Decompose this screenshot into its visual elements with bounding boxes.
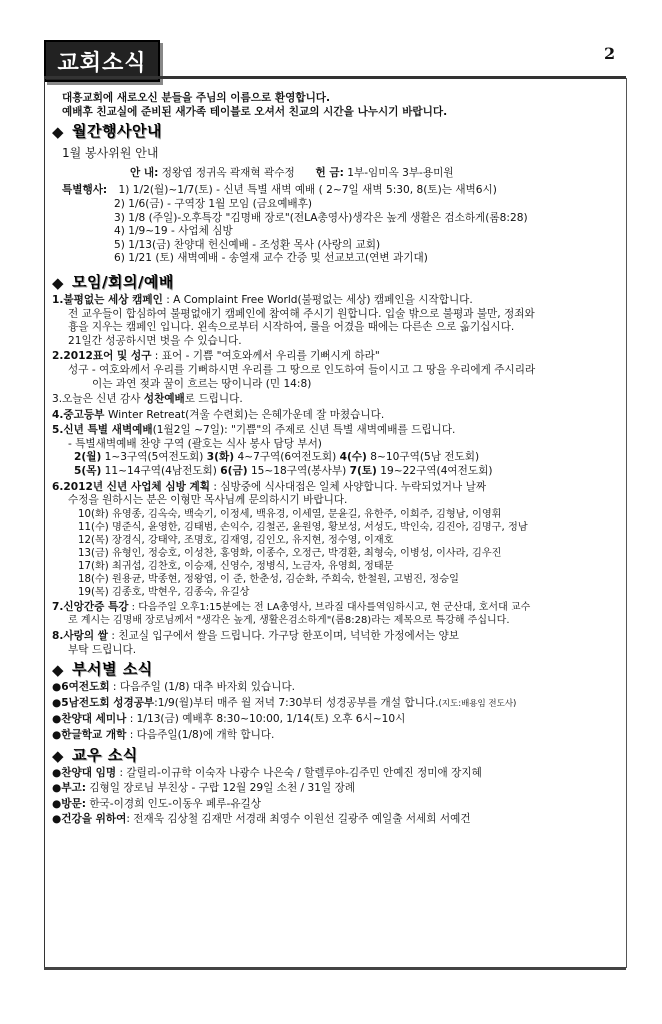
guide-value: 정왕엽 정귀옥 곽재혁 곽수정 xyxy=(161,166,295,179)
area-text: 15~18구역(봉사부) xyxy=(247,465,350,478)
news-label: ●한글학교 개학 xyxy=(52,729,127,741)
bulletin-content xyxy=(52,92,618,829)
meeting-item-2 xyxy=(52,350,618,391)
item-line: 로 계시는 김명배 장로님께서 "생각은 높게, 생활은검소하게"(롬8:28)라는 제목으로 특강해 주십니다. xyxy=(68,615,510,627)
day-label: 5(목) xyxy=(74,465,102,478)
visit-schedule-row: 11(수) 명준식, 윤영한, 김태범, 손익수, 김철곤, 윤원영, 황보성, 서성도, 박인숙, 김진아, 김명구, 정남 xyxy=(78,521,528,533)
special-item-2: 2) 1/6(금) - 구역장 1월 모임 (금요예배후) xyxy=(114,197,313,210)
worship-area-row xyxy=(52,451,618,465)
news-note: (지도:배용임 전도사) xyxy=(438,698,517,709)
left-border xyxy=(44,78,45,968)
special-item-6: 6) 1/21 (토) 새벽예배 - 송열재 교수 간증 및 선교보고(연변 과기대) xyxy=(114,252,428,265)
special-item-4: 4) 1/9~19 - 사업체 심방 xyxy=(114,225,233,238)
header-divider xyxy=(44,76,626,79)
item-text: : A Complaint Free World(불평없는 세상) 캠페인을 시작합니다. xyxy=(162,293,473,306)
section-title-departments: 부서별 소식 xyxy=(72,660,153,679)
news-label: ●건강을 위하여 xyxy=(52,813,127,826)
section-departments xyxy=(52,660,618,680)
volunteer-title: 1월 봉사위원 안내 xyxy=(62,146,159,161)
diamond-icon: ◆ xyxy=(52,661,64,680)
meeting-item-7 xyxy=(52,601,618,628)
visit-schedule-row: 13(금) 유형인, 정승호, 이성찬, 홍영화, 이종수, 오정근, 박경환, 최형숙, 이병성, 이사라, 김우진 xyxy=(78,547,502,559)
item-emphasis: 성찬예배 xyxy=(143,393,185,406)
item-line: 이는 과연 젖과 꿀이 흐르는 땅이니라 (민 14:8) xyxy=(92,377,312,390)
item-heading: 5.신년 특별 새벽예배 xyxy=(52,424,153,437)
item-line: 전 교우들이 합심하여 불평없애기 캠페인에 참여해 주시기 원합니다. 입술 밖으로 불평과 불만, 정죄와 xyxy=(68,307,535,320)
special-row-1 xyxy=(52,184,618,198)
meeting-item-8 xyxy=(52,630,618,657)
volunteer-row xyxy=(52,167,618,181)
item-text: 로 드립니다. xyxy=(184,393,243,406)
special-item-1: 1) 1/2(월)~1/7(토) - 신년 특별 새벽 예배 ( 2~7일 새벽 5:30, 8(토)는 새벽6시) xyxy=(118,184,497,197)
area-text: 1~3구역(5여전도회) xyxy=(101,451,207,464)
visit-schedule-row: 10(화) 유영종, 김옥숙, 백숙기, 이정세, 백유경, 이세열, 문윤길, 유한주, 이희주, 김형남, 이영휘 xyxy=(78,508,502,520)
item-text: : 표어 - 기쁨 "여호와께서 우리를 기뻐시게 하라" xyxy=(151,350,380,363)
member-news-item xyxy=(52,798,618,812)
special-item-3: 3) 1/8 (주일)-오후특강 "김명배 장로"(전LA총영사)생각은 높게 생활은 검소하게(롬8:28) xyxy=(114,211,528,224)
special-label: 특별행사: xyxy=(62,184,108,197)
item-heading: 7.신앙간증 특강 xyxy=(52,600,129,613)
meeting-item-5 xyxy=(52,424,618,478)
welcome-line: 대흥교회에 새로오신 분들을 주님의 이름으로 환영합니다. xyxy=(62,92,331,104)
news-label: ●5남전도회 성경공부 xyxy=(52,696,155,709)
news-text: : 전재욱 김상철 김재만 서경래 최영수 이원선 길광주 예일출 서세희 서예건 xyxy=(126,813,471,826)
section-title-alumni: 교우 소식 xyxy=(72,745,138,764)
diamond-icon: ◆ xyxy=(52,123,64,142)
area-text: 4~7구역(6여전도회) xyxy=(234,451,340,464)
news-label: ●찬양대 임명 xyxy=(52,766,117,779)
item-text: Winter Retreat(겨울 수련회)는 은혜가운데 잘 마쳤습니다. xyxy=(108,408,385,421)
news-text: : 다음주일 (1/8) 대추 바자회 있습니다. xyxy=(109,681,296,694)
item-text: (1월2일 ~7일): "기쁨"의 주제로 신년 특별 새벽예배를 드립니다. xyxy=(152,424,456,437)
item-text: : 심방중에 식사대접은 일체 사양합니다. 누락되었거나 날짜 xyxy=(209,480,487,493)
news-text: :1/9(월)부터 매주 월 저녁 7:30부터 성경공부를 개설 합니다. xyxy=(154,696,439,709)
member-news-item xyxy=(52,813,618,827)
news-text: 한국-이경희 인도-이동우 페루-유길상 xyxy=(85,797,262,810)
visit-schedule-row: 18(수) 원용균, 박종현, 정왕엽, 이 준, 한춘성, 김순화, 주희숙, 한철원, 고범진, 정승일 xyxy=(78,573,459,585)
item-line: 흉을 지우는 캠페인 입니다. 왼속으로부터 시작하여, 룰을 어겼을 때에는 다른손 으로 옮기십시다. xyxy=(68,321,515,334)
item-heading: 4.중고등부 xyxy=(52,408,109,421)
item-line: - 특별새벽예배 찬양 구역 (괄호는 식사 봉사 담당 부서) xyxy=(68,437,322,450)
meeting-item-3 xyxy=(52,393,618,407)
dept-news-item xyxy=(52,713,618,727)
special-item-5: 5) 1/13(금) 찬양대 헌신예배 - 조성환 목사 (사랑의 교회) xyxy=(114,238,381,251)
guide-label: 안 내: xyxy=(130,166,159,179)
day-label: 2(월) xyxy=(74,451,102,464)
visit-schedule-row: 17(화) 최귀섭, 김찬호, 이승재, 신영수, 정병식, 노금자, 유영희, 정태문 xyxy=(78,560,394,572)
meeting-item-1 xyxy=(52,294,618,348)
day-label: 4(수) xyxy=(339,451,367,464)
news-label: ●찬양대 세미나 xyxy=(52,713,127,726)
item-heading: 8.사랑의 쌀 xyxy=(52,630,109,643)
day-label: 7(토) xyxy=(349,465,377,478)
item-line: 21일간 성공하시면 벗을 수 있습니다. xyxy=(68,334,242,347)
page-number: 2 xyxy=(604,44,616,63)
item-text: : 친교실 입구에서 쌀을 드립니다. 가구당 한포이며, 넉넉한 가정에서는 양보 xyxy=(108,630,460,643)
news-label: ●부고: xyxy=(52,782,86,795)
item-text: : 다음주일 오후1:15분에는 전 LA총영사, 브라질 대사를역임하시고, 현 군산대, 호서대 교수 xyxy=(128,601,531,613)
visit-schedule-row: 19(목) 김종호, 박현우, 김종숙, 유길상 xyxy=(78,586,250,598)
news-text: : 갈릴리-이규학 이숙자 나광수 나은숙 / 할렐루야-김주민 안예진 정미애 장지혜 xyxy=(116,766,482,779)
area-text: 11~14구역(4남전도회) xyxy=(101,465,221,478)
diamond-icon: ◆ xyxy=(52,273,64,292)
day-label: 3(화) xyxy=(206,451,235,464)
section-alumni xyxy=(52,745,618,765)
item-text: 3.오늘은 신년 감사 xyxy=(52,393,144,406)
area-text: 19~22구역(4여전도회) xyxy=(376,465,493,478)
right-border xyxy=(626,78,627,968)
item-heading: 6.2012년 신년 사업체 심방 계획 xyxy=(52,480,210,493)
offering-label: 헌 금: xyxy=(315,166,344,179)
diamond-icon: ◆ xyxy=(52,746,64,765)
dept-news-item xyxy=(52,697,618,712)
item-heading: 1.불평없는 세상 캠페인 xyxy=(52,293,163,306)
section-meetings xyxy=(52,273,618,292)
section-monthly xyxy=(52,122,618,142)
area-text: 8~10구역(5남 전도회) xyxy=(366,451,480,464)
member-news-item xyxy=(52,782,618,796)
dept-news-item xyxy=(52,729,618,743)
page-title: 교회소식 xyxy=(44,40,160,82)
member-news-item xyxy=(52,767,618,781)
visit-schedule-row: 12(목) 장경식, 강태약, 조명호, 김재영, 김인오, 유지현, 정수영, 이재호 xyxy=(78,534,394,546)
bottom-divider xyxy=(44,967,626,970)
meeting-item-4 xyxy=(52,409,618,423)
meeting-item-6 xyxy=(52,481,618,599)
item-line: 성구 - 여호와께서 우리를 기뻐하시면 우리를 그 땅으로 인도하여 들이시고 그 땅을 우리에게 주시리라 xyxy=(68,363,536,376)
section-title-monthly: 월간행사안내 xyxy=(72,122,162,141)
news-text: 김형일 장로님 부친상 - 구랍 12월 29일 소천 / 31일 장례 xyxy=(85,782,356,795)
news-label: ●6여전도회 xyxy=(52,681,110,694)
news-text: : 1/13(금) 예배후 8:30~10:00, 1/14(토) 오후 6시~10시 xyxy=(126,713,406,726)
item-line: 부탁 드립니다. xyxy=(68,643,137,656)
item-line: 수정을 원하시는 분은 이형만 목사님께 문의하시기 바랍니다. xyxy=(68,494,348,507)
fellowship-line: 예배후 친교실에 준비된 새가족 테이블로 오셔서 친교의 시간을 나누시기 바랍니다. xyxy=(62,105,448,118)
worship-area-row xyxy=(52,465,618,479)
dept-news-item xyxy=(52,681,618,695)
day-label: 6(금) xyxy=(220,465,248,478)
item-heading: 2.2012표어 및 성구 xyxy=(52,350,152,363)
news-label: ●방문: xyxy=(52,797,86,810)
offering-value: 1부-임미옥 3부-용미원 xyxy=(347,166,454,179)
news-text: : 다음주일(1/8)에 개학 합니다. xyxy=(126,729,275,741)
section-title-meetings: 모임/회의/예배 xyxy=(72,273,174,292)
